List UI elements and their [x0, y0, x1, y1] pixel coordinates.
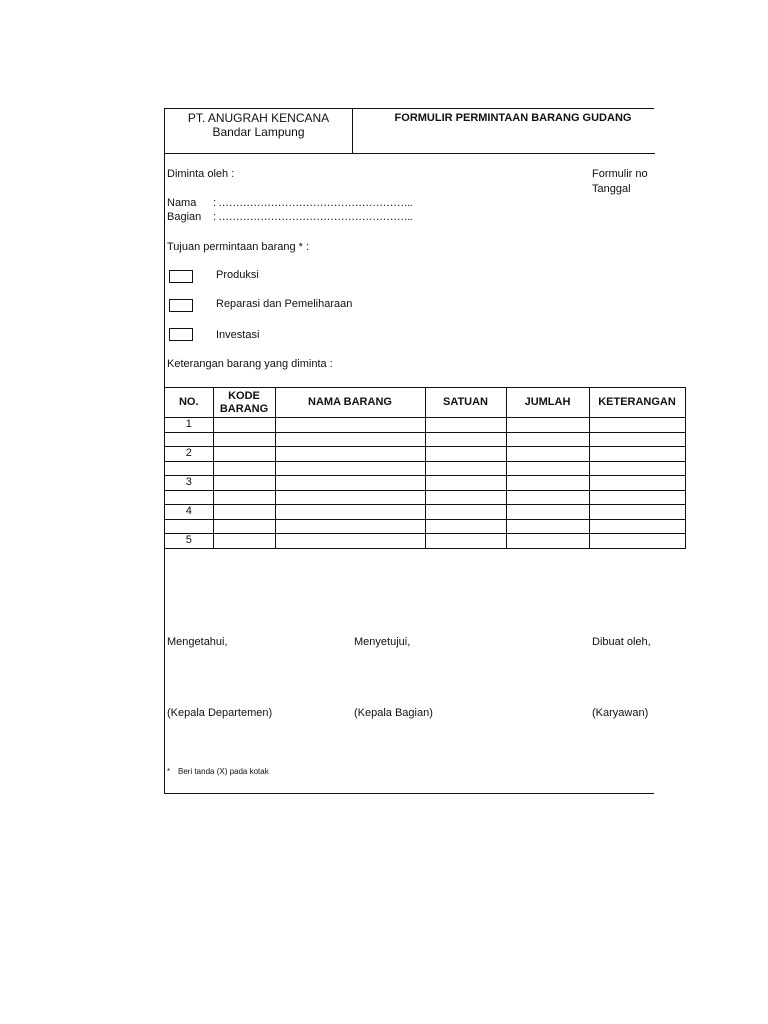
jumlah-cell[interactable]	[506, 447, 589, 462]
signature-role-karyawan: (Karyawan)	[592, 707, 649, 719]
table-row-spacer	[165, 461, 685, 476]
signature-role-kepala-departemen: (Kepala Departemen)	[167, 707, 273, 719]
spacer-cell	[165, 490, 213, 505]
nama-cell[interactable]	[275, 476, 425, 491]
table-row	[165, 534, 685, 549]
kode-cell[interactable]	[213, 418, 275, 433]
satuan-cell[interactable]	[425, 432, 506, 447]
kode-cell[interactable]	[213, 534, 275, 549]
spacer-cell	[165, 432, 213, 447]
items-label: Keterangan barang yang diminta :	[167, 358, 333, 370]
spacer-cell	[165, 461, 213, 476]
company-city: Bandar Lampung	[212, 125, 305, 139]
satuan-cell[interactable]	[425, 418, 506, 433]
table-row-spacer	[165, 490, 685, 505]
jumlah-cell[interactable]	[506, 534, 589, 549]
col-header-jumlah: JUMLAH	[506, 388, 589, 418]
option-reparasi-label: Reparasi dan Pemeliharaan	[216, 298, 353, 310]
satuan-cell[interactable]	[425, 505, 506, 520]
row-number: 3	[165, 476, 213, 491]
nama-cell[interactable]	[275, 461, 425, 476]
table-row	[165, 418, 685, 433]
footnote	[167, 767, 269, 776]
table-header-row	[165, 388, 685, 418]
kode-cell[interactable]	[213, 505, 275, 520]
row-number: 4	[165, 505, 213, 520]
row-number: 2	[165, 447, 213, 462]
col-header-nama: NAMA BARANG	[275, 388, 425, 418]
signature-caption-menyetujui: Menyetujui,	[354, 636, 411, 648]
option-produksi-label: Produksi	[216, 269, 259, 281]
nama-cell[interactable]	[275, 505, 425, 520]
company-name: PT. ANUGRAH KENCANA	[187, 111, 330, 125]
jumlah-cell[interactable]	[506, 490, 589, 505]
table-row	[165, 447, 685, 462]
nama-field[interactable]: : ………………………………………………..	[213, 197, 413, 209]
bagian-field[interactable]: : ………………………………………………..	[213, 211, 413, 223]
items-table	[165, 387, 686, 549]
nama-cell[interactable]	[275, 490, 425, 505]
form-title: FORMULIR PERMINTAAN BARANG GUDANG	[394, 112, 632, 124]
keterangan-cell[interactable]	[589, 534, 685, 549]
table-row	[165, 476, 685, 491]
row-number: 5	[165, 534, 213, 549]
form-frame	[164, 108, 676, 794]
nama-label: Nama	[167, 197, 197, 209]
nama-cell[interactable]	[275, 432, 425, 447]
footnote-text: Beri tanda (X) pada kotak	[178, 767, 269, 776]
jumlah-cell[interactable]	[506, 418, 589, 433]
kode-cell[interactable]	[213, 447, 275, 462]
satuan-cell[interactable]	[425, 447, 506, 462]
spacer-cell	[165, 519, 213, 534]
satuan-cell[interactable]	[425, 519, 506, 534]
nama-cell[interactable]	[275, 418, 425, 433]
keterangan-cell[interactable]	[589, 519, 685, 534]
kode-cell[interactable]	[213, 432, 275, 447]
checkbox-reparasi[interactable]	[169, 299, 193, 312]
table-row	[165, 505, 685, 520]
keterangan-cell[interactable]	[589, 461, 685, 476]
col-header-kode	[213, 388, 275, 418]
requester-label: Diminta oleh :	[167, 168, 235, 180]
col-header-no: NO.	[165, 388, 213, 418]
header-divider	[165, 153, 655, 154]
option-investasi-label: Investasi	[216, 329, 260, 341]
satuan-cell[interactable]	[425, 490, 506, 505]
jumlah-cell[interactable]	[506, 461, 589, 476]
row-number: 1	[165, 418, 213, 433]
jumlah-cell[interactable]	[506, 519, 589, 534]
signature-caption-dibuat: Dibuat oleh,	[592, 636, 651, 648]
keterangan-cell[interactable]	[589, 490, 685, 505]
table-row-spacer	[165, 432, 685, 447]
jumlah-cell[interactable]	[506, 476, 589, 491]
table-row-spacer	[165, 519, 685, 534]
kode-cell[interactable]	[213, 519, 275, 534]
nama-cell[interactable]	[275, 534, 425, 549]
keterangan-cell[interactable]	[589, 418, 685, 433]
jumlah-cell[interactable]	[506, 432, 589, 447]
satuan-cell[interactable]	[425, 476, 506, 491]
bagian-label: Bagian	[167, 211, 202, 223]
satuan-cell[interactable]	[425, 461, 506, 476]
keterangan-cell[interactable]	[589, 447, 685, 462]
satuan-cell[interactable]	[425, 534, 506, 549]
col-header-keterangan: KETERANGAN	[589, 388, 685, 418]
jumlah-cell[interactable]	[506, 505, 589, 520]
kode-cell[interactable]	[213, 490, 275, 505]
kode-cell[interactable]	[213, 476, 275, 491]
nama-cell[interactable]	[275, 447, 425, 462]
tanggal-label: Tanggal	[592, 183, 631, 195]
nama-cell[interactable]	[275, 519, 425, 534]
keterangan-cell[interactable]	[589, 432, 685, 447]
formulir-no-label: Formulir no	[592, 168, 648, 180]
signature-role-kepala-bagian: (Kepala Bagian)	[354, 707, 433, 719]
footnote-marker: *	[167, 767, 171, 776]
checkbox-investasi[interactable]	[169, 328, 193, 341]
keterangan-cell[interactable]	[589, 476, 685, 491]
kode-cell[interactable]	[213, 461, 275, 476]
signature-caption-mengetahui: Mengetahui,	[167, 636, 228, 648]
checkbox-produksi[interactable]	[169, 270, 193, 283]
col-header-kode-line1: KODE	[228, 389, 260, 402]
company-block	[165, 111, 352, 139]
purpose-label: Tujuan permintaan barang * :	[167, 241, 310, 253]
col-header-kode-line2: BARANG	[219, 402, 269, 415]
col-header-satuan: SATUAN	[425, 388, 506, 418]
keterangan-cell[interactable]	[589, 505, 685, 520]
